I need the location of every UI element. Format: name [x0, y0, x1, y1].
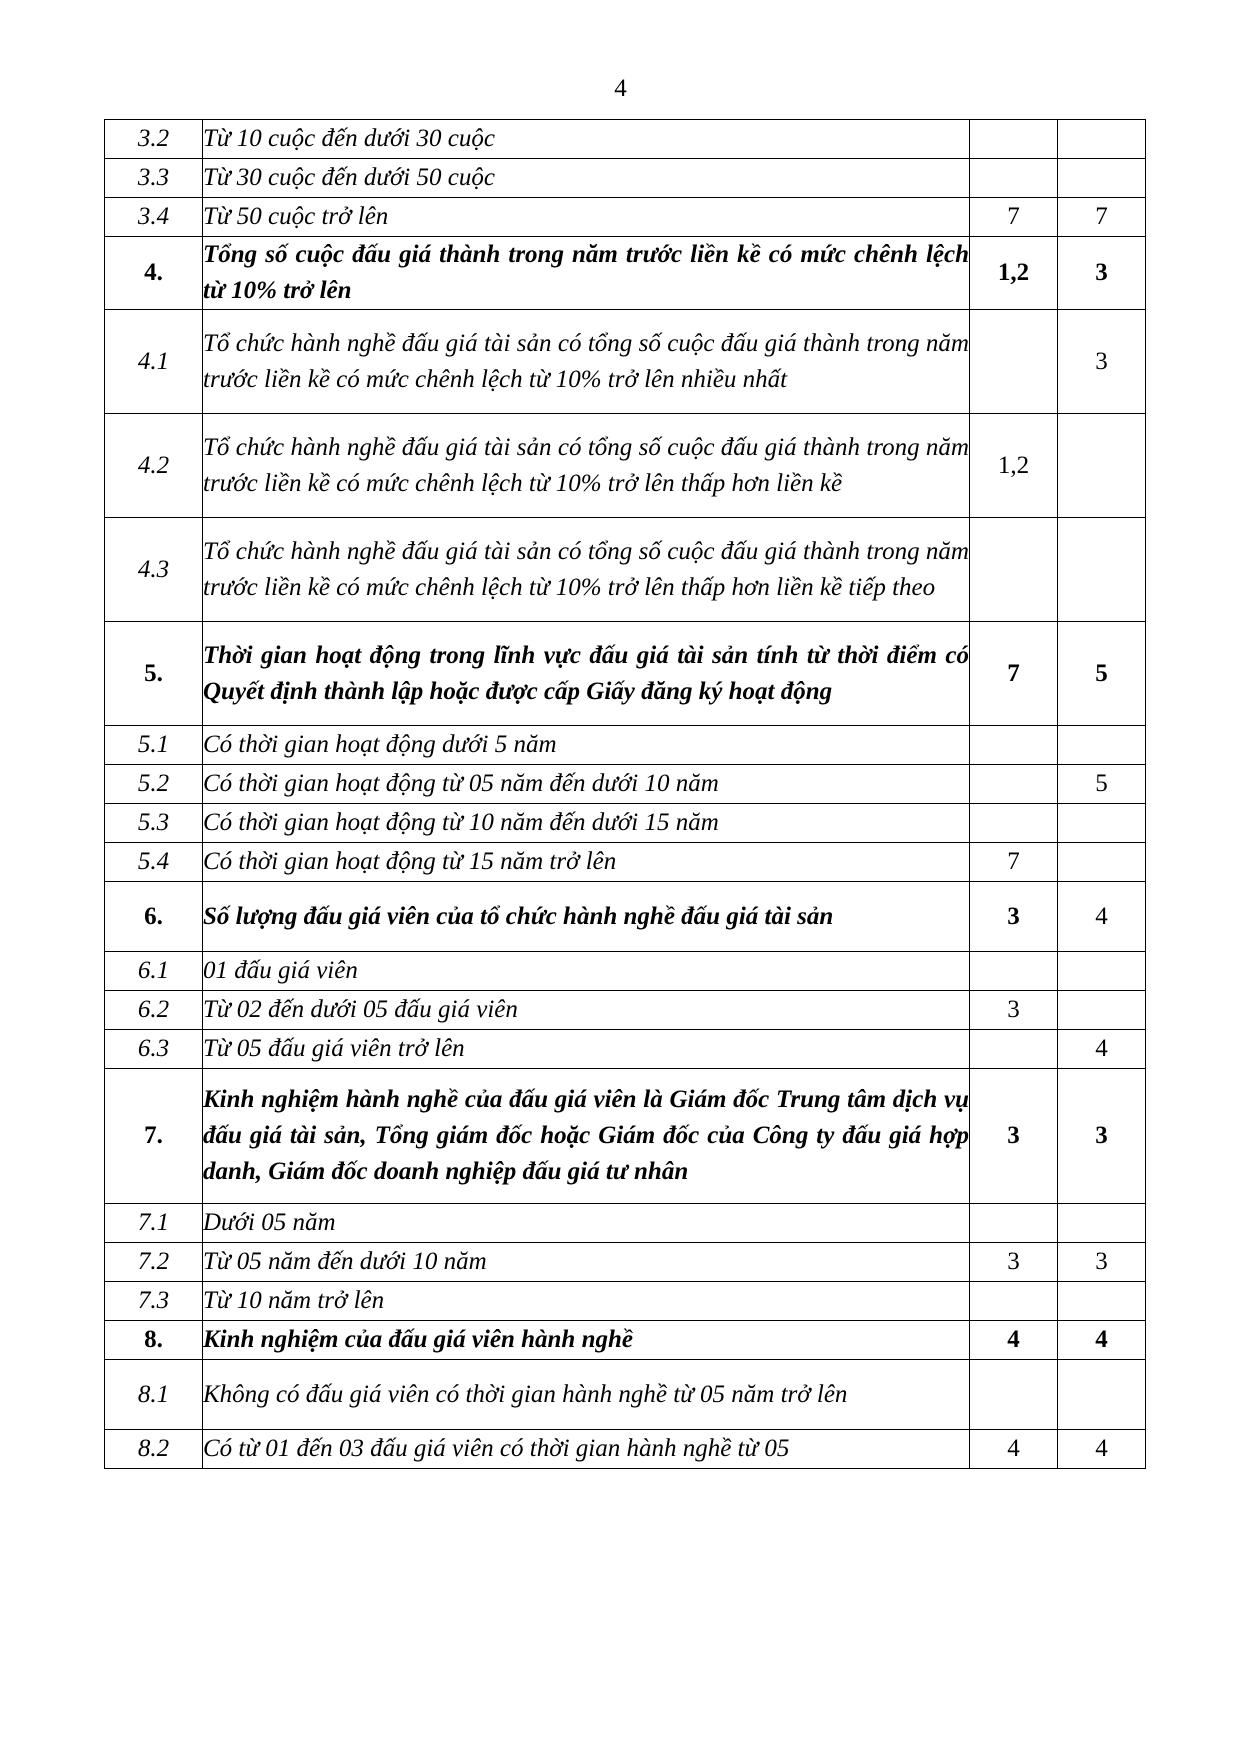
criteria-item-row: [105, 120, 1146, 159]
score-column-2: 4: [1058, 1430, 1146, 1469]
criteria-section-row: [105, 1069, 1146, 1204]
score-column-2: [1058, 1282, 1146, 1321]
score-column-1: [970, 310, 1058, 414]
score-column-1: [970, 120, 1058, 159]
score-column-1: [970, 804, 1058, 843]
score-column-1: 4: [970, 1430, 1058, 1469]
score-column-1: 4: [970, 1321, 1058, 1360]
score-column-1: 3: [970, 991, 1058, 1030]
score-column-2: 4: [1058, 1321, 1146, 1360]
criterion-number: 6.2: [105, 991, 203, 1030]
criterion-number: 5.1: [105, 726, 203, 765]
score-column-2: 5: [1058, 622, 1146, 726]
score-column-2: [1058, 726, 1146, 765]
criteria-section-row: [105, 237, 1146, 310]
criterion-number: 5.3: [105, 804, 203, 843]
score-column-1: [970, 1282, 1058, 1321]
criterion-description: Tổ chức hành nghề đấu giá tài sản có tổng số cuộc đấu giá thành trong năm trước liền kề có mức chênh lệch từ 10% trở lên nhiều nhất: [203, 310, 970, 414]
score-column-2: 3: [1058, 310, 1146, 414]
score-column-2: [1058, 414, 1146, 518]
criteria-item-row: [105, 1030, 1146, 1069]
criteria-item-row: [105, 1282, 1146, 1321]
score-column-2: [1058, 518, 1146, 622]
score-column-2: [1058, 991, 1146, 1030]
criterion-description: Từ 30 cuộc đến dưới 50 cuộc: [203, 159, 970, 198]
score-column-1: [970, 726, 1058, 765]
criterion-description: Không có đấu giá viên có thời gian hành nghề từ 05 năm trở lên: [203, 1360, 970, 1430]
score-column-1: 1,2: [970, 414, 1058, 518]
criterion-description: 01 đấu giá viên: [203, 952, 970, 991]
score-column-1: 7: [970, 843, 1058, 882]
criterion-description: Dưới 05 năm: [203, 1204, 970, 1243]
criteria-item-row: [105, 952, 1146, 991]
criterion-number: 4.: [105, 237, 203, 310]
score-column-2: [1058, 159, 1146, 198]
criterion-number: 4.1: [105, 310, 203, 414]
scoring-criteria-table: [104, 119, 1146, 1469]
criteria-section-row: [105, 622, 1146, 726]
criterion-description: Từ 05 năm đến dưới 10 năm: [203, 1243, 970, 1282]
criteria-item-row: [105, 726, 1146, 765]
criterion-description: Kinh nghiệm hành nghề của đấu giá viên là Giám đốc Trung tâm dịch vụ đấu giá tài sản, Tổng giám đốc hoặc Giám đốc của Công ty đấu giá hợp danh, Giám đốc doanh nghiệp đấu giá tư nhân: [203, 1069, 970, 1204]
criteria-item-row: [105, 991, 1146, 1030]
criterion-description: Kinh nghiệm của đấu giá viên hành nghề: [203, 1321, 970, 1360]
criteria-table-body: [105, 120, 1146, 1469]
criteria-section-row: [105, 1321, 1146, 1360]
score-column-1: [970, 1204, 1058, 1243]
criterion-description: Có từ 01 đến 03 đấu giá viên có thời gian hành nghề từ 05: [203, 1430, 970, 1469]
criterion-number: 4.2: [105, 414, 203, 518]
criterion-number: 6.1: [105, 952, 203, 991]
page-number: 4: [614, 75, 627, 102]
criteria-section-row: [105, 882, 1146, 952]
criteria-item-row: [105, 804, 1146, 843]
criteria-item-row: [105, 414, 1146, 518]
score-column-2: 4: [1058, 882, 1146, 952]
score-column-2: 4: [1058, 1030, 1146, 1069]
criterion-number: 5.: [105, 622, 203, 726]
criterion-description: Tổ chức hành nghề đấu giá tài sản có tổng số cuộc đấu giá thành trong năm trước liền kề có mức chênh lệch từ 10% trở lên thấp hơn liền kề: [203, 414, 970, 518]
score-column-1: [970, 159, 1058, 198]
criterion-description: Từ 10 cuộc đến dưới 30 cuộc: [203, 120, 970, 159]
criterion-description: Tổng số cuộc đấu giá thành trong năm trước liền kề có mức chênh lệch từ 10% trở lên: [203, 237, 970, 310]
criteria-item-row: [105, 1360, 1146, 1430]
score-column-2: 3: [1058, 237, 1146, 310]
criterion-description: Từ 05 đấu giá viên trở lên: [203, 1030, 970, 1069]
criterion-number: 7.2: [105, 1243, 203, 1282]
criteria-item-row: [105, 843, 1146, 882]
criterion-number: 7.: [105, 1069, 203, 1204]
criterion-number: 8.: [105, 1321, 203, 1360]
criteria-item-row: [105, 1430, 1146, 1469]
criterion-description: Có thời gian hoạt động từ 10 năm đến dưới 15 năm: [203, 804, 970, 843]
criterion-number: 8.2: [105, 1430, 203, 1469]
criteria-item-row: [105, 159, 1146, 198]
score-column-1: [970, 952, 1058, 991]
criterion-number: 4.3: [105, 518, 203, 622]
criterion-number: 3.3: [105, 159, 203, 198]
score-column-2: 3: [1058, 1243, 1146, 1282]
criterion-description: Từ 50 cuộc trở lên: [203, 198, 970, 237]
criteria-item-row: [105, 1243, 1146, 1282]
score-column-1: 1,2: [970, 237, 1058, 310]
score-column-2: 3: [1058, 1069, 1146, 1204]
score-column-2: [1058, 1360, 1146, 1430]
criteria-item-row: [105, 310, 1146, 414]
score-column-1: 7: [970, 198, 1058, 237]
score-column-2: [1058, 952, 1146, 991]
criterion-description: Số lượng đấu giá viên của tổ chức hành nghề đấu giá tài sản: [203, 882, 970, 952]
score-column-1: 7: [970, 622, 1058, 726]
criterion-description: Tổ chức hành nghề đấu giá tài sản có tổng số cuộc đấu giá thành trong năm trước liền kề có mức chênh lệch từ 10% trở lên thấp hơn liền kề tiếp theo: [203, 518, 970, 622]
score-column-1: [970, 1030, 1058, 1069]
score-column-2: [1058, 1204, 1146, 1243]
score-column-2: 5: [1058, 765, 1146, 804]
criterion-description: Có thời gian hoạt động dưới 5 năm: [203, 726, 970, 765]
score-column-1: 3: [970, 1243, 1058, 1282]
score-column-1: [970, 765, 1058, 804]
criterion-number: 8.1: [105, 1360, 203, 1430]
criterion-number: 6.3: [105, 1030, 203, 1069]
criterion-number: 6.: [105, 882, 203, 952]
criterion-number: 5.2: [105, 765, 203, 804]
criterion-description: Thời gian hoạt động trong lĩnh vực đấu giá tài sản tính từ thời điểm có Quyết định thành lập hoặc được cấp Giấy đăng ký hoạt động: [203, 622, 970, 726]
score-column-2: [1058, 120, 1146, 159]
criterion-number: 3.2: [105, 120, 203, 159]
criterion-description: Có thời gian hoạt động từ 15 năm trở lên: [203, 843, 970, 882]
criterion-description: Từ 02 đến dưới 05 đấu giá viên: [203, 991, 970, 1030]
criterion-number: 3.4: [105, 198, 203, 237]
criteria-item-row: [105, 198, 1146, 237]
score-column-1: 3: [970, 1069, 1058, 1204]
criterion-number: 7.3: [105, 1282, 203, 1321]
criterion-number: 5.4: [105, 843, 203, 882]
criterion-number: 7.1: [105, 1204, 203, 1243]
score-column-2: 7: [1058, 198, 1146, 237]
score-column-1: 3: [970, 882, 1058, 952]
criteria-item-row: [105, 518, 1146, 622]
criteria-item-row: [105, 1204, 1146, 1243]
criterion-description: Có thời gian hoạt động từ 05 năm đến dưới 10 năm: [203, 765, 970, 804]
criterion-description: Từ 10 năm trở lên: [203, 1282, 970, 1321]
criteria-item-row: [105, 765, 1146, 804]
score-column-1: [970, 518, 1058, 622]
score-column-2: [1058, 843, 1146, 882]
score-column-2: [1058, 804, 1146, 843]
score-column-1: [970, 1360, 1058, 1430]
